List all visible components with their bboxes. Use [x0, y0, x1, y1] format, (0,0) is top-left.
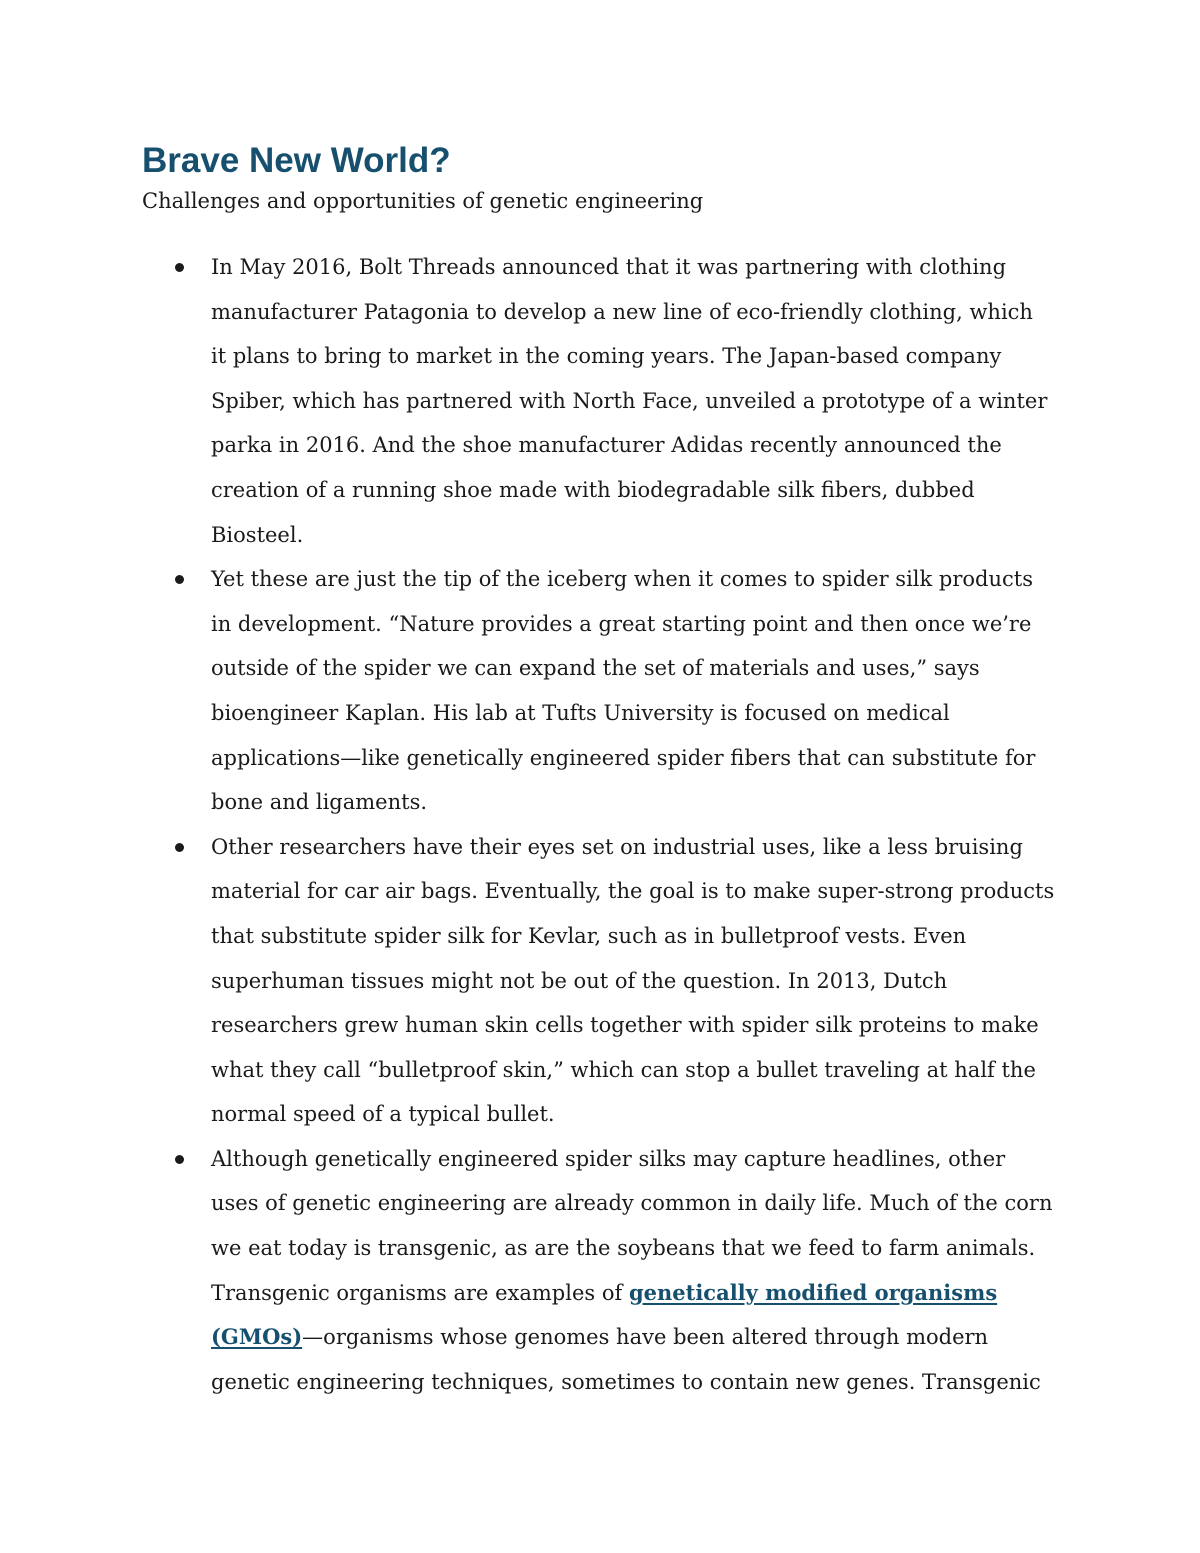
bullet-dot-icon — [175, 843, 184, 852]
text-line: bioengineer Kaplan. His lab at Tufts University is focused on medical — [211, 700, 950, 725]
text-line: Other researchers have their eyes set on industrial uses, like a less bruising — [211, 834, 1023, 859]
list-item — [211, 557, 1081, 825]
text-line: normal speed of a typical bullet. — [211, 1102, 555, 1127]
text-line: genetic engineering techniques, sometimes to contain new genes. Transgenic — [211, 1369, 1041, 1394]
text-line: manufacturer Patagonia to develop a new line of eco-friendly clothing, which — [211, 299, 1033, 324]
page-title: Brave New World? — [142, 141, 451, 180]
gmo-link-continued[interactable]: (GMOs) — [211, 1324, 303, 1350]
text-segment: Transgenic organisms are examples of — [211, 1280, 629, 1305]
list-item — [211, 1137, 1081, 1405]
bullet-dot-icon — [175, 575, 184, 584]
text-segment: —organisms whose genomes have been altered through modern — [302, 1325, 989, 1350]
text-line: parka in 2016. And the shoe manufacturer Adidas recently announced the — [211, 433, 1002, 458]
bullet-dot-icon — [175, 1155, 184, 1164]
text-line — [211, 1315, 1081, 1360]
text-line: Although genetically engineered spider silks may capture headlines, other — [211, 1146, 1006, 1171]
text-line: applications—like genetically engineered spider fibers that can substitute for — [211, 745, 1036, 770]
text-line: Yet these are just the tip of the iceberg when it comes to spider silk products — [211, 567, 1033, 592]
text-line: researchers grew human skin cells together with spider silk proteins to make — [211, 1013, 1039, 1038]
text-line: we eat today is transgenic, as are the soybeans that we feed to farm animals. — [211, 1236, 1036, 1261]
text-line: In May 2016, Bolt Threads announced that it was partnering with clothing — [211, 255, 1007, 279]
text-line: material for car air bags. Eventually, the goal is to make super-strong products — [211, 879, 1055, 904]
list-item — [211, 245, 1081, 557]
gmo-link[interactable]: genetically modified organisms — [628, 1279, 998, 1305]
bullet-list — [211, 245, 1081, 1404]
text-line: in development. “Nature provides a great starting point and then once we’re — [211, 611, 1032, 636]
text-line: Biosteel. — [211, 522, 304, 547]
text-line: creation of a running shoe made with biodegradable silk fibers, dubbed — [211, 477, 975, 502]
page-subtitle: Challenges and opportunities of genetic engineering — [142, 189, 704, 213]
text-line: it plans to bring to market in the coming years. The Japan-based company — [211, 344, 1002, 369]
text-line — [211, 1271, 1081, 1316]
text-line: uses of genetic engineering are already common in daily life. Much of the corn — [211, 1191, 1053, 1216]
text-line: superhuman tissues might not be out of the question. In 2013, Dutch — [211, 968, 948, 993]
text-line: what they call “bulletproof skin,” which can stop a bullet traveling at half the — [211, 1057, 1036, 1082]
text-line: outside of the spider we can expand the set of materials and uses,” says — [211, 656, 980, 681]
text-line: that substitute spider silk for Kevlar, such as in bulletproof vests. Even — [211, 923, 967, 948]
text-line: bone and ligaments. — [211, 790, 428, 815]
list-item — [211, 825, 1081, 1137]
bullet-dot-icon — [175, 263, 184, 272]
text-line: Spiber, which has partnered with North Face, unveiled a prototype of a winter — [211, 388, 1048, 413]
